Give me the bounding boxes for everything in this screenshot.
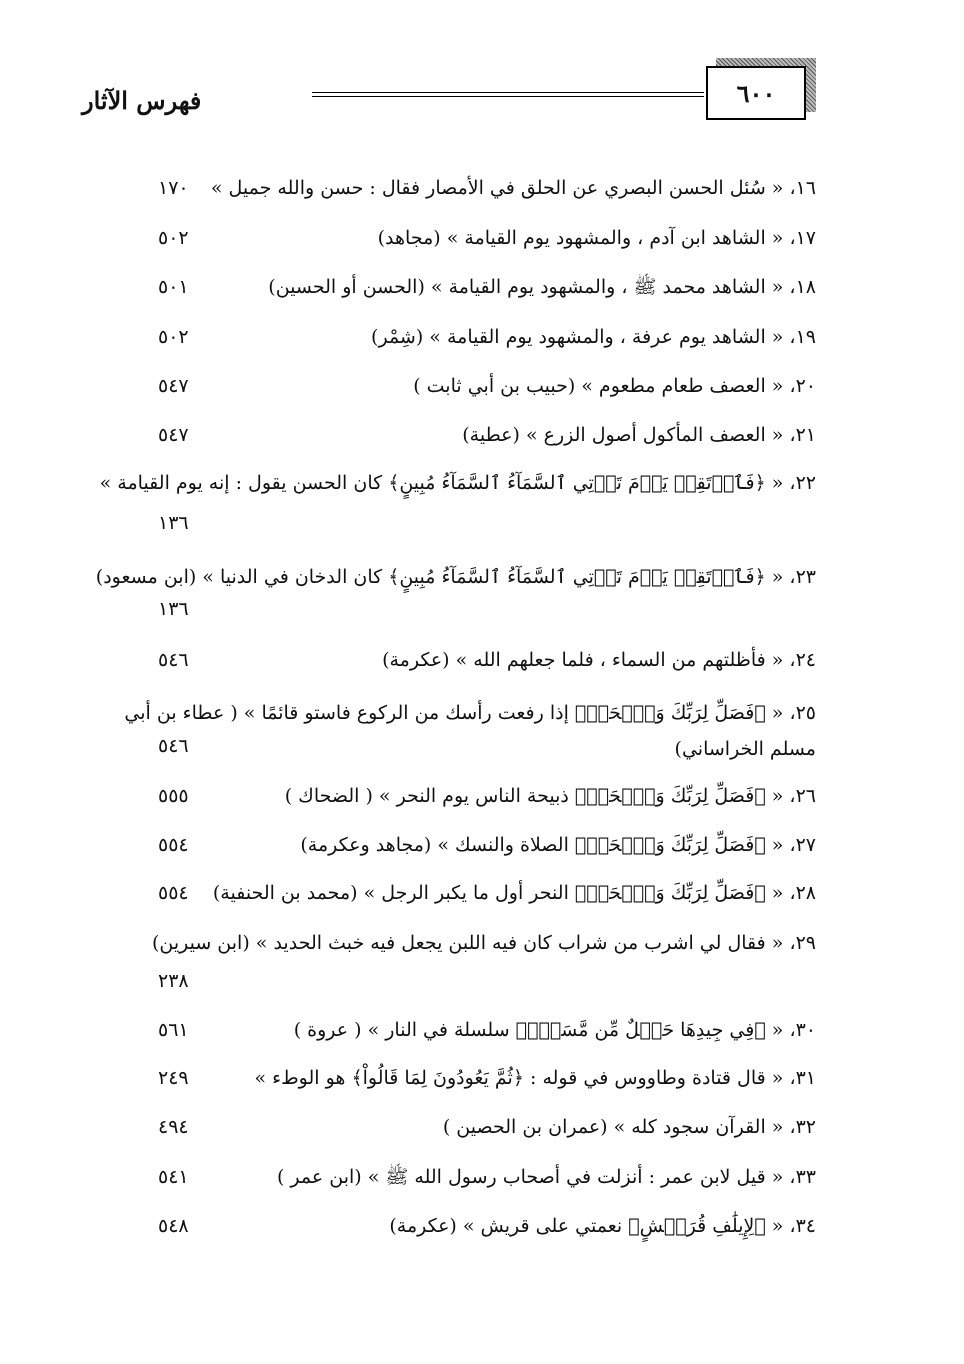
entry-page: ٢٣٨ [158, 970, 189, 992]
entry-page: ٥٠٢ [158, 326, 189, 348]
entry-page: ٥٤٦ [158, 649, 189, 671]
running-header-title: فهرس الآثار [82, 86, 202, 115]
entry-page: ١٣٦ [158, 512, 189, 534]
entry-page: ١٧٠ [158, 177, 189, 199]
entry-page: ٥٦١ [158, 1019, 189, 1041]
entry-text: ٣٤، « ﴿لِإِيلَٰفِ قُرَيۡشٍ﴾ نعمتي على قريش » (عكرمة) [389, 1215, 816, 1237]
entry-text: ٢٣، « ﴿فَٱرۡتَقِبۡ يَوۡمَ تَأۡتِي ٱلسَّمَآءُ ٱلسَّمَآءُ مُبِينٍ﴾ كان الدخان في الدنيا » (ابن مسعود) [95, 566, 816, 588]
entry-page: ٥٥٤ [158, 882, 189, 904]
entry-text: ١٧، « الشاهد ابن آدم ، والمشهود يوم القيامة » (مجاهد) [377, 227, 816, 249]
entry-text: ٢٢، « ﴿فَٱرۡتَقِبۡ يَوۡمَ تَأۡتِي ٱلسَّمَآءُ ٱلسَّمَآءُ مُبِينٍ﴾ كان الحسن يقول : إنه يوم القيامة » [99, 472, 816, 494]
entry-page: ٥٤٧ [158, 375, 189, 397]
entry-page: ٥٤٦ [158, 735, 189, 757]
entry-page: ١٣٦ [158, 598, 189, 620]
entry-page: ٥٠٢ [158, 227, 189, 249]
entry-text: ٢٨، « ﴿فَصَلِّ لِرَبِّكَ وَٱنۡحَرۡ﴾ النحر أول ما يكبر الرجل » (محمد بن الحنفية) [212, 882, 816, 904]
entry-page: ٢٤٩ [158, 1067, 189, 1089]
entry-text: ٣١، « قال قتادة وطاووس في قوله : ﴿ثُمَّ يَعُودُونَ لِمَا قَالُواْ﴾ هو الوطء » [254, 1067, 816, 1089]
entry-text: ١٨، « الشاهد محمد ﷺ ، والمشهود يوم القيامة » (الحسن أو الحسين) [268, 276, 816, 298]
entry-text: ٣٢، « القرآن سجود كله » (عمران بن الحصين ) [442, 1116, 816, 1138]
entry-page: ٥٥٤ [158, 834, 189, 856]
entry-text: ٢١، « العصف المأكول أصول الزرع » (عطية) [462, 424, 816, 446]
entry-text: ٢٦، « ﴿فَصَلِّ لِرَبِّكَ وَٱنۡحَرۡ﴾ ذبيحة الناس يوم النحر » ( الضحاك ) [284, 785, 816, 807]
entry-text: ٣٠، « ﴿فِي جِيدِهَا حَبۡلٌ مِّن مَّسَدِۭ﴾ سلسلة في النار » ( عروة ) [293, 1019, 816, 1041]
entry-page: ٥٤١ [158, 1166, 189, 1188]
entry-text: ٢٧، « ﴿فَصَلِّ لِرَبِّكَ وَٱنۡحَرۡ﴾ الصلاة والنسك » (مجاهد وعكرمة) [300, 834, 816, 856]
entry-text: ٢٤، « فأظلتهم من السماء ، فلما جعلهم الله » (عكرمة) [382, 649, 816, 671]
entry-text: ٢٥، « ﴿فَصَلِّ لِرَبِّكَ وَٱنۡحَرۡ﴾ إذا رفعت رأسك من الركوع فاستو قائمًا » ( عطاء بن أبي مسلم الخراساني) [124, 702, 816, 760]
page-number: ٦٠٠ [736, 78, 776, 108]
entry-text: ٢٠، « العصف طعام مطعوم » (حبيب بن أبي ثابت ) [413, 375, 816, 397]
entry-page: ٤٩٤ [158, 1116, 189, 1138]
entry-text: ٢٩، « فقال لي اشرب من شراب كان فيه اللبن يجعل فيه خبث الحديد » (ابن سيرين) [151, 932, 816, 954]
entry-text: ١٦، « سُئل الحسن البصري عن الحلق في الأمصار فقال : حسن والله جميل » [210, 177, 816, 199]
entry-page: ٥٤٧ [158, 424, 189, 446]
entry-text: ٣٣، « قيل لابن عمر : أنزلت في أصحاب رسول الله ﷺ » (ابن عمر ) [276, 1166, 816, 1188]
entry-page: ٥٥٥ [158, 785, 189, 807]
entry-text: ١٩، « الشاهد يوم عرفة ، والمشهود يوم القيامة » (شِمْر) [371, 326, 816, 348]
entry-page: ٥٠١ [158, 276, 189, 298]
entry-page: ٥٤٨ [158, 1215, 189, 1237]
